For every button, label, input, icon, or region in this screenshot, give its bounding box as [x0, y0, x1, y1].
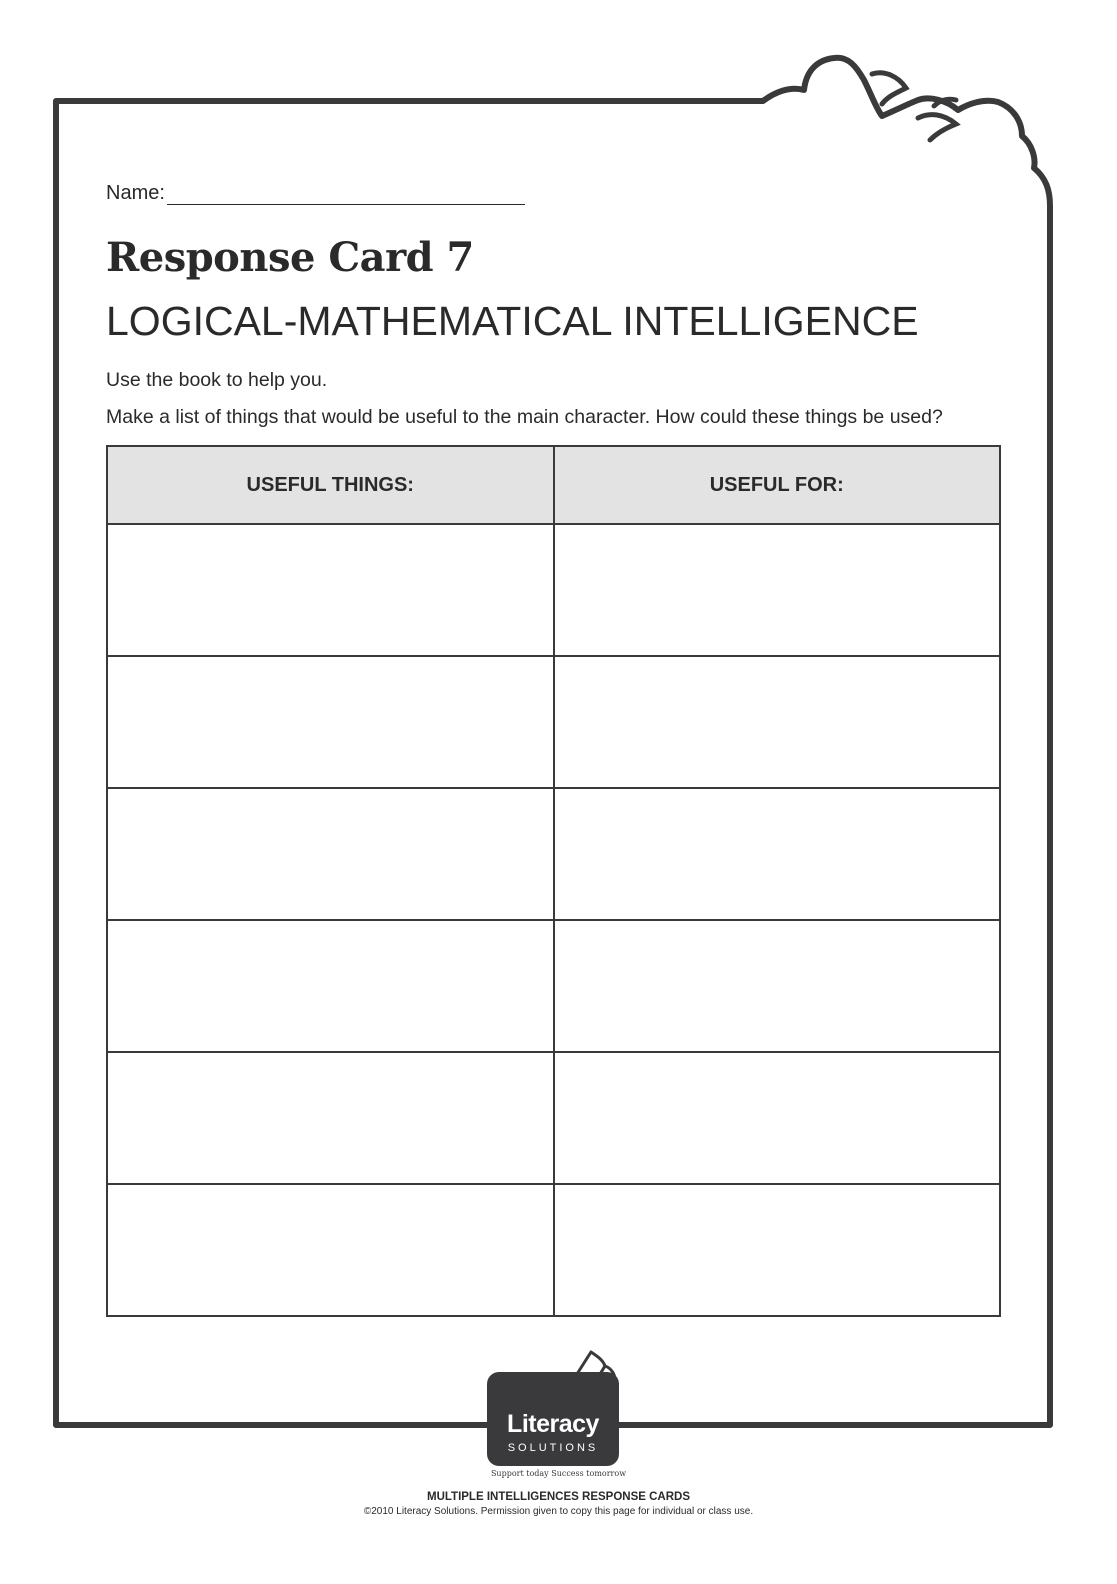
instruction-1: Use the book to help you.: [106, 369, 328, 391]
card-title: Response Card 7: [106, 234, 474, 281]
useful-thing-cell[interactable]: [107, 920, 554, 1052]
useful-for-cell[interactable]: [554, 1184, 1001, 1316]
logo-badge: [487, 1372, 619, 1466]
table-row: [107, 1052, 1000, 1184]
useful-for-cell[interactable]: [554, 788, 1001, 920]
card-subtitle: LOGICAL-MATHEMATICAL INTELLIGENCE: [106, 298, 919, 344]
table-row: [107, 788, 1000, 920]
footer-copyright: ©2010 Literacy Solutions. Permission given to copy this page for individual or class use.: [363, 1506, 754, 1517]
useful-thing-cell[interactable]: [107, 788, 554, 920]
table-row: [107, 524, 1000, 656]
useful-for-cell[interactable]: [554, 524, 1001, 656]
table-row: [107, 656, 1000, 788]
useful-for-cell[interactable]: [554, 656, 1001, 788]
name-label: Name:: [106, 182, 165, 204]
useful-thing-cell[interactable]: [107, 656, 554, 788]
useful-thing-cell[interactable]: [107, 1184, 554, 1316]
name-field-row: [106, 182, 525, 205]
useful-for-cell[interactable]: [554, 1052, 1001, 1184]
useful-thing-cell[interactable]: [107, 1052, 554, 1184]
column-header-useful-things: USEFUL THINGS:: [107, 446, 554, 524]
table-row: [107, 1184, 1000, 1316]
response-table: [106, 445, 1001, 1317]
useful-for-cell[interactable]: [554, 920, 1001, 1052]
instruction-2: Make a list of things that would be useful to the main character. How could these things be used?: [106, 406, 943, 428]
footer-title: MULTIPLE INTELLIGENCES RESPONSE CARDS: [426, 1491, 691, 1503]
column-header-useful-for: USEFUL FOR:: [554, 446, 1001, 524]
table-header-row: [107, 446, 1000, 524]
literacy-solutions-logo: [487, 1346, 619, 1486]
logo-tagline: Support today Success tomorrow: [490, 1469, 627, 1478]
logo-subtitle: SOLUTIONS: [507, 1442, 599, 1454]
useful-thing-cell[interactable]: [107, 524, 554, 656]
table-row: [107, 920, 1000, 1052]
name-blank-line[interactable]: [167, 184, 525, 205]
logo-wordmark: Literacy: [507, 1410, 599, 1438]
